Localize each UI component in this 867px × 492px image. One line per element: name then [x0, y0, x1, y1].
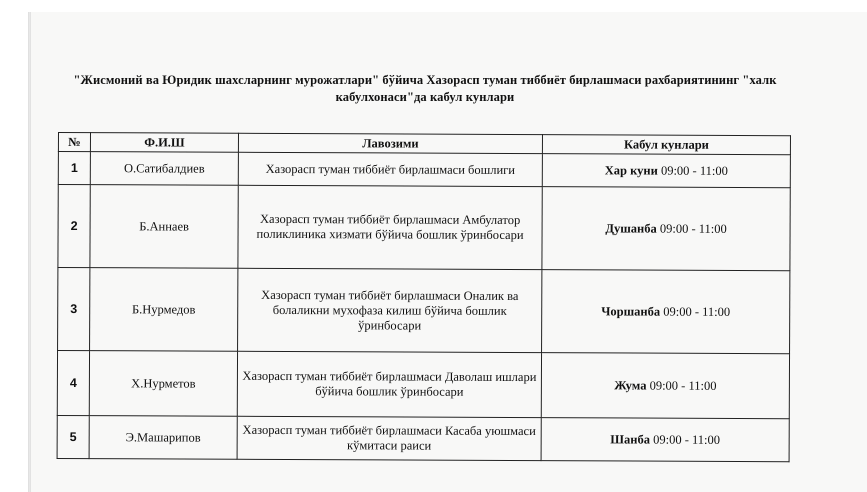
header-days: Кабул кунлари [542, 135, 790, 155]
row-time: 09:00 - 11:00 [649, 378, 717, 393]
row-name: Э.Машарипов [89, 416, 237, 460]
row-time: 09:00 - 11:00 [660, 163, 728, 178]
row-day: Хар куни [604, 162, 658, 178]
row-day: Жума [614, 377, 647, 393]
row-day: Душанба [605, 220, 657, 236]
table-row [58, 185, 790, 271]
row-days [542, 154, 790, 188]
row-day: Чоршанба [601, 303, 661, 319]
row-num: 4 [57, 351, 89, 416]
document-title [60, 72, 790, 106]
header-name: Ф.И.Ш [90, 133, 238, 153]
row-days [541, 353, 789, 419]
row-time: 09:00 - 11:00 [663, 304, 731, 319]
row-name: Х.Нурметов [89, 351, 237, 417]
row-position: Хазорасп туман тиббиёт бирлашмаси Оналик ва болаликни мухофаза килиш бўйича бошлик ўринбосари [238, 268, 542, 352]
table-row [57, 415, 789, 461]
row-num: 1 [58, 152, 90, 185]
row-name: Б.Аннаев [90, 185, 238, 269]
table-row [58, 152, 790, 188]
row-time: 09:00 - 11:00 [653, 432, 721, 447]
row-position: Хазорасп туман тиббиёт бирлашмаси Касаба уюшмаси кўмитаси раиси [237, 416, 541, 460]
table-row [57, 351, 789, 419]
header-num: № [58, 133, 90, 152]
title-line-1: "Жисмоний ва Юридик шахсларнинг мурожатлари" бўйича Хазорасп туман тиббиёт бирлашмаси рахбариятининг "халк [73, 73, 777, 87]
row-days [542, 270, 790, 354]
title-line-2: кабулхонаси"да кабул кунлари [335, 90, 515, 104]
row-num: 2 [58, 185, 90, 268]
row-days [542, 187, 790, 271]
row-position: Хазорасп туман тиббиёт бирлашмаси Амбулатор поликлиника хизмати бўйича бошлик ўринбосари [238, 185, 542, 269]
row-position: Хазорасп туман тиббиёт бирлашмаси бошлиги [238, 152, 542, 186]
reception-schedule-table [57, 132, 791, 462]
header-position: Лавозими [238, 133, 542, 153]
row-num: 5 [57, 415, 89, 458]
row-days [541, 418, 789, 462]
row-num: 3 [58, 268, 90, 351]
row-name: Б.Нурмедов [90, 268, 238, 352]
row-time: 09:00 - 11:00 [659, 221, 727, 236]
row-name: О.Сатибалдиев [90, 152, 238, 186]
table-row [58, 268, 790, 354]
row-day: Шанба [610, 431, 651, 447]
row-position: Хазорасп туман тиббиёт бирлашмаси Даволаш ишлари бўйича бошлик ўринбосари [237, 351, 541, 417]
